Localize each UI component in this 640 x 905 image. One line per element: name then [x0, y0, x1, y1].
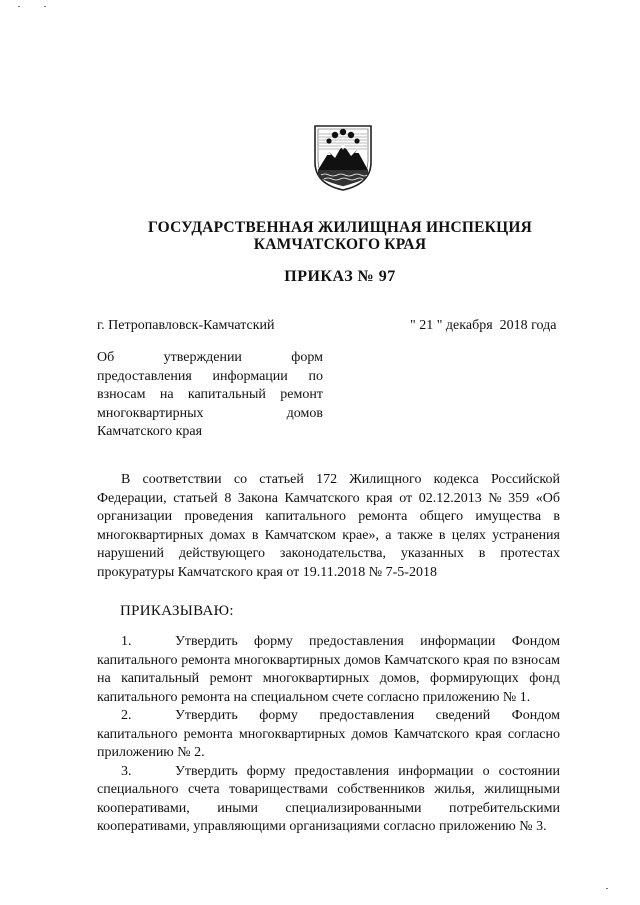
subject-line [97, 368, 323, 387]
word: счета [187, 782, 220, 797]
word: многоквартирных [262, 671, 370, 686]
subject-line [97, 349, 323, 368]
word: капитальный [121, 671, 200, 686]
order-item [97, 633, 560, 707]
word: В [121, 472, 131, 487]
word: многоквартирных [97, 527, 204, 543]
scan-speck [44, 6, 46, 7]
word: многоквартирных [238, 726, 346, 742]
word: Фондом [511, 708, 560, 723]
word: Фондом [511, 634, 560, 649]
preamble-lines [97, 471, 560, 564]
word: взносам [97, 387, 146, 402]
word: края [475, 726, 502, 742]
word: товариществами [229, 782, 328, 797]
word: Камчатском [264, 527, 336, 543]
word: капитального [97, 726, 178, 742]
word: Утвердить [175, 634, 238, 649]
word: соответствии [142, 472, 222, 487]
word: Об [97, 350, 115, 365]
word: общего [419, 509, 464, 524]
word: на [97, 671, 111, 686]
word: ремонта [181, 652, 231, 668]
order-item-last-line: приложению № 2. [97, 745, 205, 760]
word: организации [97, 509, 173, 524]
order-item-number: 3. [121, 763, 132, 779]
word: капитальный [187, 387, 266, 402]
order-item-line [175, 633, 560, 652]
word: иными [217, 800, 258, 816]
word: указанных [400, 546, 464, 561]
word: предоставления [319, 708, 415, 723]
word: капитального [97, 652, 178, 668]
word: имущества [475, 509, 542, 524]
preamble-line [97, 527, 560, 546]
preamble-last-line: прокуратуры Камчатского края от 19.11.2018 № 7-5-2018 [97, 564, 437, 580]
word: 172 [316, 472, 338, 487]
word: согласно [507, 726, 560, 742]
kamchatka-coat-of-arms-icon [311, 122, 375, 192]
place-of-issue: г. Петропавловск-Камчатский [97, 318, 275, 333]
word: сведений [435, 708, 491, 723]
word: 8 [224, 490, 232, 506]
word: 02.12.2013 [418, 490, 482, 506]
word: информации [212, 368, 288, 384]
order-item [97, 763, 560, 837]
order-subject [97, 349, 323, 442]
word: Утвердить [175, 708, 238, 723]
word: форму [259, 708, 298, 723]
word: форму [254, 634, 293, 649]
word: также [397, 527, 433, 543]
word: со [233, 472, 248, 487]
order-item-last-line: кооперативами, управляющими организациями согласно приложению № 3. [97, 819, 547, 834]
word: в [438, 527, 446, 543]
word: домов [286, 405, 323, 421]
word: жилья, [434, 782, 475, 797]
word: жилищными [484, 782, 560, 797]
organization-name-line1: ГОСУДАРСТВЕННАЯ ЖИЛИЩНАЯ ИНСПЕКЦИЯ [148, 219, 532, 236]
order-item-line [97, 800, 560, 819]
word: по [493, 652, 508, 668]
word: кодекса [433, 472, 479, 487]
word: Российской [490, 472, 560, 487]
word: Камчатского [284, 490, 360, 506]
order-item-first-line [97, 633, 560, 652]
order-item-number: 1. [121, 634, 132, 649]
word: формирующих [430, 671, 519, 686]
preamble-line [97, 545, 560, 564]
subject-line [97, 386, 323, 405]
order-item-line [97, 726, 560, 745]
word: в [251, 527, 259, 543]
order-item-number: 2. [121, 708, 132, 723]
word: устранения [492, 527, 560, 543]
word: о [482, 763, 490, 779]
word: ремонт [280, 387, 323, 402]
subject-line: Камчатского края [97, 424, 203, 439]
word: взносам [511, 652, 560, 668]
word: законодательства, [279, 546, 386, 561]
order-item-line [175, 763, 560, 782]
issue-date: " 21 " декабря 2018 года [410, 318, 557, 333]
word: проведения [184, 509, 254, 524]
order-item-line [97, 781, 560, 800]
word: ремонта [358, 509, 408, 524]
order-title: ПРИКАЗ № 97 [284, 268, 396, 285]
word: фонд [529, 671, 560, 686]
word: нарушений [97, 546, 164, 561]
subject-line [97, 405, 323, 424]
word: протестах [500, 546, 560, 561]
word: домов, [379, 671, 420, 686]
command-word: ПРИКАЗЫВАЮ: [120, 603, 234, 619]
word: № [488, 490, 502, 506]
order-item-first-line [97, 707, 560, 726]
word: Закона [237, 490, 278, 506]
word: статьей [259, 472, 304, 487]
word: действующего [178, 546, 266, 561]
word: на [159, 387, 174, 402]
preamble-line [97, 490, 560, 509]
word: а [385, 527, 392, 543]
scan-speck [18, 6, 20, 7]
word: 359 [508, 490, 530, 506]
word: в [553, 509, 560, 524]
word: края [463, 652, 490, 668]
word: форм [291, 350, 323, 365]
word: «Об [535, 490, 560, 506]
word: Жилищного [349, 472, 422, 487]
order-items [97, 633, 560, 837]
word: домов [351, 726, 388, 742]
preamble-line [97, 471, 560, 490]
word: состоянии [498, 763, 560, 779]
word: форму [246, 763, 286, 779]
word: Камчатского [393, 726, 470, 742]
word: крае», [342, 527, 379, 543]
word: по [308, 368, 323, 384]
word: ремонт [209, 671, 253, 686]
word: края [366, 490, 393, 506]
word: информации [398, 763, 474, 779]
word: многоквартирных [234, 652, 341, 668]
word: домов [344, 652, 381, 668]
scan-speck [606, 888, 608, 889]
word: многоквартирных [97, 405, 204, 421]
word: статьей [173, 490, 218, 506]
order-item [97, 707, 560, 763]
word: домах [209, 527, 246, 543]
word: в [478, 546, 486, 561]
order-item-last-line: капитального ремонта на специальном счете согласно приложению № 1. [97, 689, 531, 705]
word: Федерации, [97, 490, 167, 506]
word: потребительскими [448, 800, 560, 816]
order-item-line [97, 670, 560, 689]
word: Камчатского [384, 652, 460, 668]
word: предоставления [97, 368, 192, 384]
word: предоставления [294, 763, 390, 779]
preamble-paragraph [97, 471, 560, 582]
word: предоставления [309, 634, 404, 649]
word: капитального [265, 509, 347, 524]
word: специализированными [285, 800, 422, 816]
word: собственников [337, 782, 425, 797]
word: утверждении [163, 350, 242, 365]
preamble-line [97, 508, 560, 527]
order-item-line [97, 652, 560, 671]
word: кооперативами, [97, 800, 190, 816]
word: специального [97, 782, 179, 797]
word: ремонта [183, 726, 233, 742]
word: информации [420, 634, 496, 649]
word: Утвердить [175, 763, 238, 779]
organization-name-line2: КАМЧАТСКОГО КРАЯ [253, 236, 427, 253]
word: от [399, 490, 413, 506]
order-item-first-line [97, 763, 560, 782]
order-item-line [175, 707, 560, 726]
word: целях [451, 527, 486, 543]
